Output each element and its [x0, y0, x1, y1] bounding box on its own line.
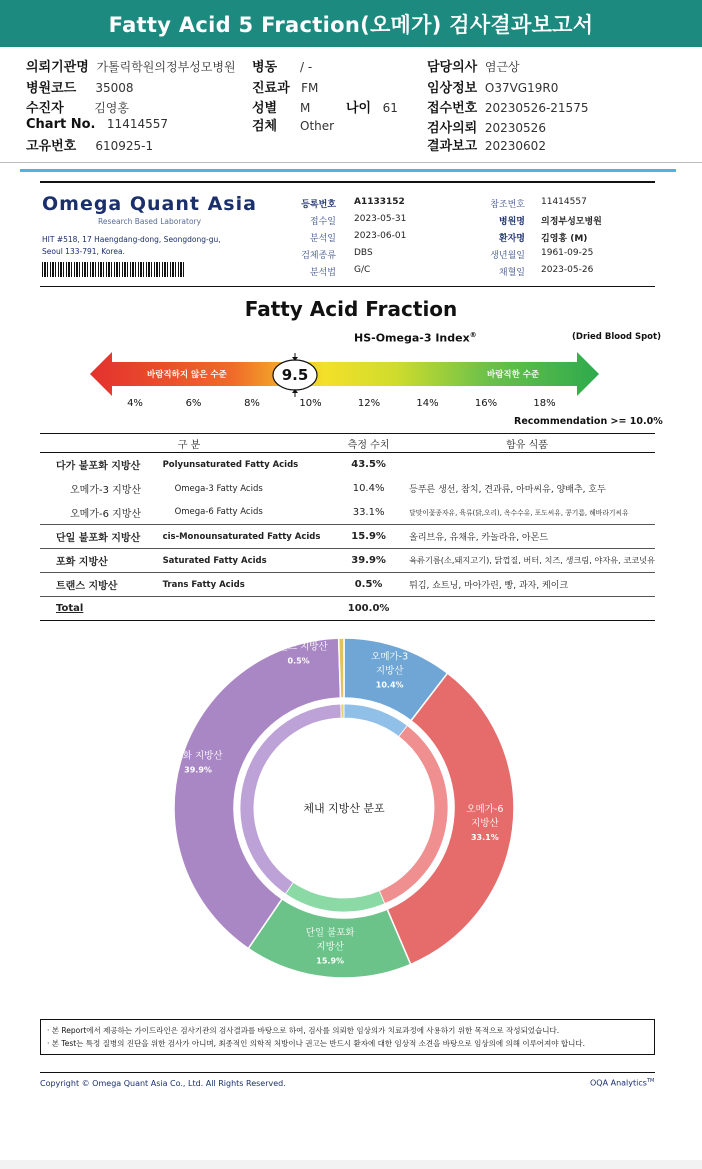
table-row: [40, 549, 655, 573]
slice-name-label: 포화 지방산: [173, 750, 223, 762]
axis-tick-label: 14%: [416, 398, 439, 409]
ref-no-label: 참조번호: [490, 200, 525, 210]
request-field: 검사의뢰 20230526: [427, 121, 546, 136]
axis-tick-label: 6%: [185, 398, 202, 409]
reg-no-value: A1133152: [354, 197, 405, 207]
row-foods: [399, 453, 655, 477]
disclaimer-line: · 본 Report에서 제공하는 가이드라인은 검사기관의 검사결과를 바탕으로 하여, 검사를 의뢰한 임상의가 치료과정에 사용하기 위한 목적으로 작성되었습니다.: [47, 1026, 560, 1035]
row-english-name: Omega-3 Fatty Acids: [174, 483, 263, 494]
slice-name-label: 지방산: [375, 665, 404, 677]
sample-type-value: DBS: [354, 248, 373, 258]
bad-level-label: 바람직하지 않은 수준: [147, 370, 227, 380]
barcode-image: [42, 262, 186, 277]
row-foods: 등푸른 생선, 참치, 견과류, 아마씨유, 양배추, 호두: [409, 485, 606, 495]
row-korean-name: 트랜스 지방산: [40, 573, 159, 597]
dob-label: 생년월일: [490, 251, 525, 261]
row-value: 0.5%: [338, 573, 399, 597]
row-korean-name: 다가 불포화 지방산: [56, 461, 141, 473]
clinical-field: 임상정보 O37VG19R0: [427, 81, 559, 96]
ref-no-value: 11414557: [541, 197, 587, 207]
ward-field: 병동 / -: [252, 60, 313, 75]
lab-subtitle: Research Based Laboratory: [98, 217, 202, 226]
reg-no-label: 등록번호: [301, 200, 336, 210]
table-row: [40, 477, 655, 501]
dept-field: 진료과 FM: [252, 81, 319, 96]
table-row: [40, 501, 655, 525]
row-korean-name: 오메가-3 지방산: [70, 485, 142, 496]
row-korean-name: 단일 불포화 지방산: [40, 525, 159, 549]
method-label: 분석법: [309, 268, 336, 278]
patient-name-value: 김영홍 (M): [541, 234, 588, 244]
dob-value: 1961-09-25: [541, 248, 594, 258]
table-row: [40, 525, 655, 549]
table-total-row: [40, 597, 655, 621]
patient-field: 수진자 김영홍: [26, 101, 129, 116]
row-value: 10.4%: [352, 483, 385, 494]
axis-tick-label: 18%: [533, 398, 556, 409]
method-value: G/C: [354, 265, 371, 275]
row-foods: 올리브유, 유채유, 카놀라유, 아몬드: [399, 525, 655, 549]
table-row: [40, 453, 655, 477]
unique-no-field: 고유번호 610925-1: [26, 139, 154, 154]
recommendation: Recommendation >= 10.0%: [514, 416, 663, 427]
row-english-name: Omega-6 Fatty Acids: [174, 507, 263, 518]
analyzed-value: 2023-06-01: [354, 231, 407, 241]
header-foods: 함유 식품: [399, 434, 655, 453]
row-foods: 튀김, 쇼트닝, 마아가린, 빵, 과자, 케이크: [399, 573, 655, 597]
slice-name-label: 지방산: [471, 817, 499, 829]
section-title: Fatty Acid Fraction: [244, 297, 458, 321]
row-value: 43.5%: [351, 459, 386, 471]
received-label: 접수일: [309, 217, 336, 227]
chart-no-field: Chart No. 11414557: [26, 117, 168, 132]
collected-value: 2023-05-26: [541, 265, 594, 275]
hospital-name-label: 병원명: [498, 217, 525, 227]
row-value: 39.9%: [338, 549, 399, 573]
slice-value-label: 0.5%: [287, 656, 310, 666]
sample-note: (Dried Blood Spot): [572, 332, 661, 342]
axis-tick-label: 10%: [299, 398, 322, 409]
row-english-name: Trans Fatty Acids: [159, 573, 339, 597]
doctor-field: 담당의사 염근상: [427, 60, 520, 75]
lab-address: HIT #518, 17 Haengdang-dong, Seongdong-gu, Seoul 133-791, Korea.: [42, 235, 221, 256]
table-row: [40, 573, 655, 597]
axis-tick-label: 16%: [474, 398, 498, 409]
slice-value-label: 33.1%: [470, 832, 499, 842]
total-label: Total: [40, 597, 338, 621]
donut-center-title: 체내 지방산 분포: [303, 802, 385, 815]
row-english-name: cis-Monounsaturated Fatty Acids: [159, 525, 339, 549]
header-divider: [0, 162, 702, 163]
row-value: 15.9%: [338, 525, 399, 549]
disclaimer-box: [40, 1019, 655, 1055]
score-value: 9.5: [281, 366, 309, 384]
report-title: Fatty Acid 5 Fraction(오메가) 검사결과보고서: [0, 0, 702, 47]
hospital-code-field: 병원코드 35008: [26, 81, 134, 96]
patient-name-label: 환자명: [498, 234, 525, 244]
header-value: 측정 수치: [338, 434, 399, 453]
slice-name-label: 트랜스 지방산: [269, 641, 328, 653]
donut-inner-slice: [341, 704, 344, 718]
sex-field: 성별 M: [252, 101, 311, 116]
hospital-name-value: 의정부성모병원: [541, 217, 602, 227]
footer-rule: [40, 1072, 655, 1073]
good-level-label: 바람직한 수준: [487, 370, 540, 380]
total-foods: [399, 597, 655, 621]
copyright: Copyright © Omega Quant Asia Co., Ltd. All Rights Reserved.: [40, 1079, 286, 1088]
index-title: HS-Omega-3 Index®: [354, 331, 477, 345]
row-foods: 육류기름(소,돼지고기), 닭껍질, 버터, 치즈, 생크림, 야자유, 코코넛유: [399, 549, 655, 573]
receipt-field: 접수번호 20230526-21575: [427, 101, 589, 116]
axis-tick-label: 4%: [127, 398, 143, 409]
row-korean-name: 포화 지방산: [40, 549, 159, 573]
sample-type-label: 검체종류: [301, 251, 336, 261]
slice-value-label: 10.4%: [375, 680, 404, 690]
age-field: 나이 61: [346, 101, 398, 116]
slice-name-label: 단일 불포화: [305, 927, 355, 939]
slice-name-label: 지방산: [316, 941, 344, 953]
lab-top-rule: [40, 181, 655, 183]
slice-value-label: 39.9%: [184, 765, 212, 775]
hospital-field: 의뢰기관명 가톨릭학원의정부성모병원: [26, 60, 236, 75]
row-english-name: Polyunsaturated Fatty Acids: [162, 459, 299, 470]
report-date-field: 결과보고 20230602: [427, 139, 546, 154]
slice-name-label: 오메가-6: [466, 803, 504, 815]
slice-name-label: 오메가-3: [371, 651, 409, 663]
table-header-row: [40, 434, 655, 453]
axis-tick-label: 12%: [357, 398, 381, 409]
lab-logo: Omega Quant Asia: [42, 193, 257, 215]
collected-label: 채혈일: [498, 268, 525, 278]
analyzed-label: 분석일: [309, 234, 336, 244]
header-category: 구 분: [40, 434, 338, 453]
row-english-name: Saturated Fatty Acids: [159, 549, 339, 573]
lab-bottom-rule: [40, 286, 655, 287]
slice-value-label: 15.9%: [316, 956, 345, 966]
donut-inner-slice: [285, 882, 384, 912]
total-value: 100.0%: [338, 597, 399, 621]
specimen-field: 검체 Other: [252, 119, 335, 134]
disclaimer-line: · 본 Test는 특정 질병의 진단을 위한 검사가 아니며, 최종적인 의학적 처방이나 권고는 반드시 환자에 대한 임상적 소견을 바탕으로 임상의에 의해 이루어져야 합니다.: [47, 1039, 586, 1048]
fatty-acid-table: [40, 433, 655, 621]
axis-tick-label: 8%: [244, 398, 260, 409]
row-value: 33.1%: [352, 506, 385, 518]
fatty-acid-donut-chart: [150, 632, 550, 992]
row-korean-name: 오메가-6 지방산: [70, 508, 142, 520]
brand-mark: OQA Analytics™: [590, 1078, 655, 1088]
received-value: 2023-05-31: [354, 214, 407, 224]
accent-line: [20, 169, 676, 172]
row-foods: 달맞이꽃종자유, 육류(닭,오리), 옥수수유, 포도씨유, 콩기름, 해바라기씨유: [409, 509, 629, 518]
